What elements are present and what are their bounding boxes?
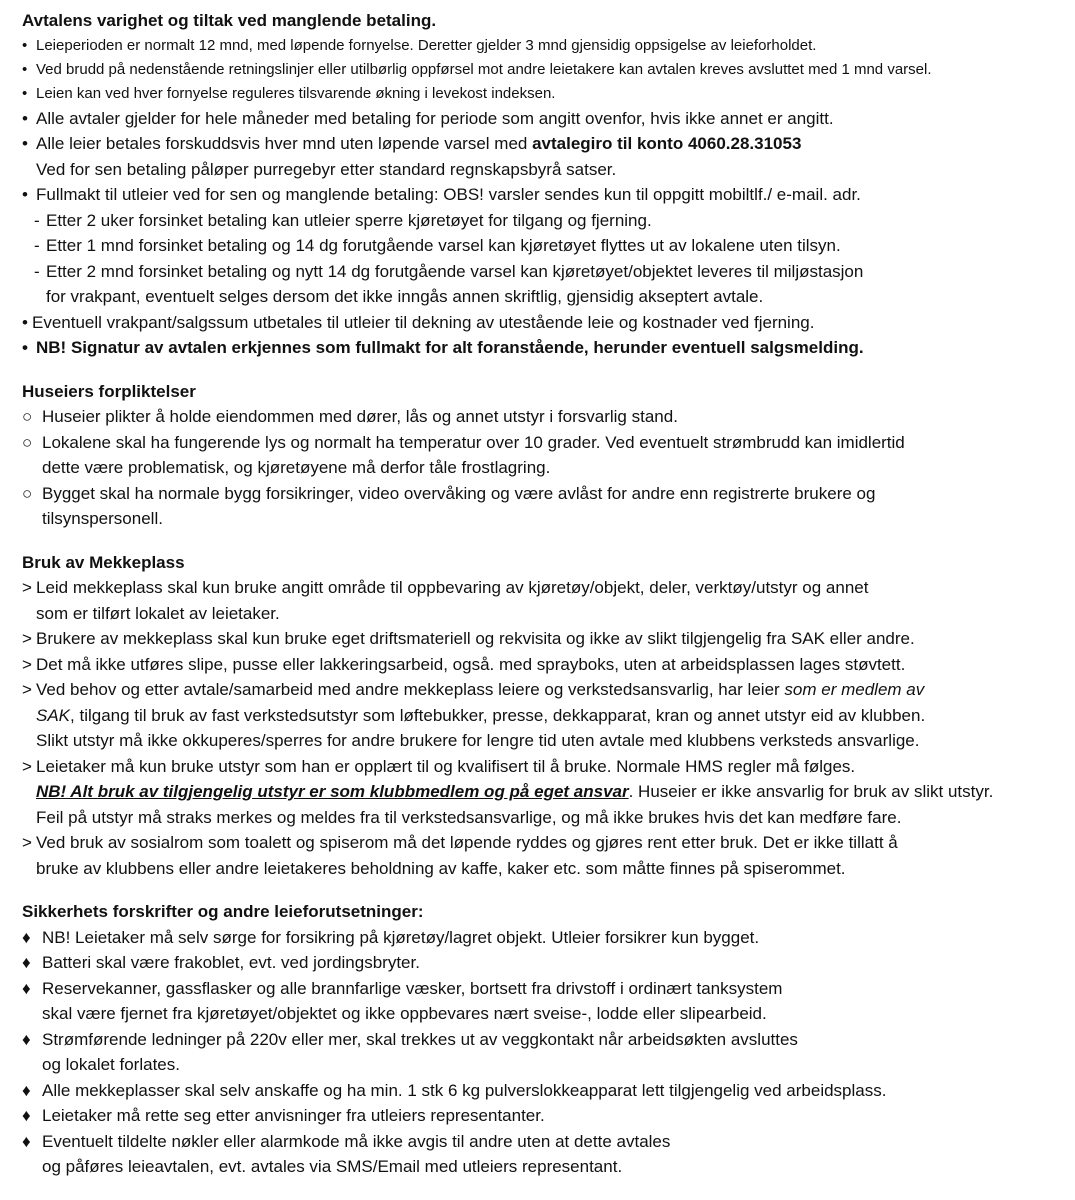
list-item bbox=[22, 1078, 1067, 1104]
list-item bbox=[22, 1027, 1067, 1078]
list-item-text-part: Reservekanner, gassflasker og alle brannfarlige væsker, bortsett fra drivstoff i ordinært tanksystem bbox=[42, 978, 783, 998]
list-item-continuation: Slikt utstyr må ikke okkuperes/sperres for andre brukere for lengre tid uten avtale med klubbens verksteds ansvarlige. bbox=[36, 731, 920, 750]
list-item bbox=[22, 754, 1067, 831]
list-item-text bbox=[36, 754, 1067, 831]
gt-marker: > bbox=[22, 629, 32, 648]
list-item-text: NB! Leietaker må selv sørge for forsikring på kjøretøy/lagret objekt. Utleier forsikrer kun bygget. bbox=[42, 927, 760, 947]
dash-marker: - bbox=[34, 261, 40, 281]
list-item-text bbox=[42, 976, 1067, 1027]
list-item-text-part: Ved behov og etter avtale/samarbeid med andre mekkeplass leiere og verkstedsansvarlig, har leier bbox=[36, 680, 785, 699]
list-item-text: Alle avtaler gjelder for hele måneder med betaling for periode som angitt ovenfor, hvis ikke annet er angitt. bbox=[36, 108, 834, 128]
list-item bbox=[22, 1103, 1067, 1129]
list-item-continuation: bruke av klubbens eller andre leietakeres beholdning av kaffe, kaker etc. som måtte finnes på spiserommet. bbox=[36, 858, 846, 878]
diamond-marker: ♦ bbox=[22, 927, 31, 947]
section-gap bbox=[22, 881, 1067, 899]
ring-marker: ○ bbox=[22, 483, 33, 503]
list-item bbox=[22, 481, 1067, 532]
bullet-marker: • bbox=[22, 338, 28, 357]
list-item-text bbox=[36, 830, 1067, 881]
dash-item-continuation: for vrakpant, eventuelt selges dersom det ikke inngås annen skriftlig, gjensidig akseptert avtale. bbox=[46, 287, 764, 306]
list-item-text-part: Alle leier betales forskuddsvis hver mnd uten løpende varsel med bbox=[36, 134, 533, 153]
list-item-text-part: Lokalene skal ha fungerende lys og normalt ha temperatur over 10 grader. Ved eventuelt strømbrudd kan imidlertid bbox=[42, 432, 905, 452]
list-item-text bbox=[36, 131, 1067, 182]
list-item bbox=[22, 575, 1067, 626]
list-item-continuation: tilsynspersonell. bbox=[42, 509, 163, 528]
section-gap bbox=[22, 361, 1067, 379]
list-item-text: Leieperioden er normalt 12 mnd, med løpende fornyelse. Deretter gjelder 3 mnd gjensidig oppsigelse av leieforholdet. bbox=[36, 36, 817, 54]
bullet-marker: • bbox=[22, 108, 28, 128]
list-item-continuation: og påføres leieavtalen, evt. avtales via SMS/Email med utleiers representant. bbox=[42, 1157, 623, 1176]
list-item-text: Batteri skal være frakoblet, evt. ved jordingsbryter. bbox=[42, 953, 420, 972]
list-item bbox=[22, 131, 1067, 182]
list-item bbox=[22, 335, 1067, 361]
dash-item-text: Etter 2 uker forsinket betaling kan utleier sperre kjøretøyet for tilgang og fjerning. bbox=[46, 210, 652, 230]
list-item-text: Alle mekkeplasser skal selv anskaffe og ha min. 1 stk 6 kg pulverslokkeapparat lett tilgjengelig ved arbeidsplass. bbox=[42, 1080, 887, 1100]
list-item-text-part: Ved bruk av sosialrom som toalett og spiserom må det løpende ryddes og gjøres rent etter bruk. Det er ikke tillatt å bbox=[36, 833, 898, 852]
signature-notice: NB! Signatur av avtalen erkjennes som fullmakt for alt foranstående, herunder eventuell salgsmelding. bbox=[36, 338, 864, 357]
list-item-text-part: Strømførende ledninger på 220v eller mer, skal trekkes ut av veggkontakt når arbeidsøkten avsluttes bbox=[42, 1029, 798, 1049]
list-item-text-part: Eventuelt tildelte nøkler eller alarmkode må ikke avgis til andre uten at dette avtales bbox=[42, 1131, 671, 1151]
list-item-text-part: . Huseier er ikke ansvarlig for bruk av slikt utstyr. bbox=[628, 782, 994, 801]
gt-marker: > bbox=[22, 756, 32, 776]
list-item-text bbox=[42, 1027, 1067, 1078]
section-gap bbox=[22, 532, 1067, 550]
list-item-text: Brukere av mekkeplass skal kun bruke eget driftsmateriell og rekvisita og ikke av slikt tilgjengelig fra SAK eller andre. bbox=[36, 629, 915, 648]
list-item-text bbox=[42, 1129, 1067, 1180]
list-item-continuation bbox=[36, 779, 1067, 805]
list-item bbox=[22, 404, 1067, 430]
list-item bbox=[22, 106, 1067, 132]
gt-marker: > bbox=[22, 833, 32, 852]
list-item bbox=[22, 34, 1067, 58]
list-item bbox=[22, 430, 1067, 481]
list-item-continuation: Ved for sen betaling påløper purregebyr etter standard regnskapsbyrå satser. bbox=[36, 159, 617, 179]
bullet-marker: • bbox=[22, 36, 28, 54]
list-item bbox=[22, 652, 1067, 678]
club-name: SAK bbox=[36, 705, 71, 725]
diamond-marker: ♦ bbox=[22, 1131, 31, 1151]
list-item-text: Huseier plikter å holde eiendommen med dører, lås og annet utstyr i forsvarlig stand. bbox=[42, 407, 678, 426]
list-item-text bbox=[42, 481, 1067, 532]
dash-item bbox=[22, 233, 1067, 259]
list-item-text bbox=[36, 575, 1067, 626]
diamond-marker: ♦ bbox=[22, 953, 31, 972]
gt-marker: > bbox=[22, 680, 32, 699]
account-number: avtalegiro til konto 4060.28.31053 bbox=[532, 134, 802, 153]
list-item-continuation bbox=[36, 703, 1067, 729]
list-item-text bbox=[42, 430, 1067, 481]
ring-marker: ○ bbox=[22, 432, 33, 452]
dash-item-text: Etter 1 mnd forsinket betaling og 14 dg forutgående varsel kan kjøretøyet flyttes ut av lokalene uten tilsyn. bbox=[46, 236, 841, 255]
list-item bbox=[22, 626, 1067, 652]
list-item-text: Det må ikke utføres slipe, pusse eller lakkeringsarbeid, også. med sprayboks, uten at arbeidsplassen lages støvtett. bbox=[36, 654, 906, 674]
document-page bbox=[22, 8, 1067, 1180]
gt-marker: > bbox=[22, 578, 32, 597]
section-title-owner: Huseiers forpliktelser bbox=[22, 381, 196, 401]
list-item-continuation: som er tilført lokalet av leietaker. bbox=[36, 603, 280, 623]
list-item bbox=[22, 830, 1067, 881]
responsibility-notice: NB! Alt bruk av tilgjengelig utstyr er som klubbmedlem og på eget ansvar bbox=[36, 782, 629, 801]
list-item bbox=[22, 182, 1067, 208]
list-item-text: Leietaker må rette seg etter anvisninger fra utleiers representanter. bbox=[42, 1106, 545, 1125]
dash-marker: - bbox=[34, 236, 40, 255]
dash-item bbox=[22, 259, 1067, 310]
diamond-marker: ♦ bbox=[22, 978, 31, 998]
list-item-continuation: og lokalet forlates. bbox=[42, 1055, 180, 1074]
section-title-safety: Sikkerhets forskrifter og andre leieforutsetninger: bbox=[22, 902, 424, 921]
section-title-use: Bruk av Mekkeplass bbox=[22, 552, 185, 572]
list-item bbox=[22, 58, 1067, 82]
dash-item bbox=[22, 208, 1067, 234]
gt-marker: > bbox=[22, 654, 32, 674]
list-item bbox=[22, 82, 1067, 106]
list-item-text-part: Leid mekkeplass skal kun bruke angitt område til oppbevaring av kjøretøy/objekt, deler, verktøy/utstyr og annet bbox=[36, 578, 869, 597]
ring-marker: ○ bbox=[22, 407, 33, 426]
bullet-marker: • bbox=[22, 134, 28, 153]
list-item bbox=[22, 950, 1067, 976]
bullet-marker: • bbox=[22, 60, 28, 78]
list-item-text-part: Leietaker må kun bruke utstyr som han er opplært til og kvalifisert til å bruke. Normale HMS regler må følges. bbox=[36, 756, 856, 776]
diamond-marker: ♦ bbox=[22, 1029, 31, 1049]
bullet-marker: • bbox=[22, 84, 28, 102]
list-item-continuation: Feil på utstyr må straks merkes og meldes fra til verkstedsansvarlige, og må ikke brukes hvis det kan medføre fare. bbox=[36, 807, 902, 827]
list-item-continuation: dette være problematisk, og kjøretøyene må derfor tåle frostlagring. bbox=[42, 458, 551, 477]
diamond-marker: ♦ bbox=[22, 1080, 31, 1100]
dash-item-text-part: Etter 2 mnd forsinket betaling og nytt 14 dg forutgående varsel kan kjøretøyet/objektet leveres til miljøstasjon bbox=[46, 261, 864, 281]
member-emphasis: som er medlem av bbox=[784, 680, 925, 699]
list-item-text: Ved brudd på nedenstående retningslinjer eller utilbørlig oppførsel mot andre leietakere kan avtalen kreves avsluttet med 1 mnd varsel. bbox=[36, 60, 932, 78]
diamond-marker: ♦ bbox=[22, 1106, 31, 1125]
list-item-text: Leien kan ved hver fornyelse reguleres tilsvarende økning i levekost indeksen. bbox=[36, 84, 556, 102]
list-item bbox=[22, 925, 1067, 951]
list-item bbox=[22, 976, 1067, 1027]
list-item-continuation: skal være fjernet fra kjøretøyet/objektet og ikke oppbevares nært sveise-, lodde eller slipearbeid. bbox=[42, 1004, 767, 1023]
list-item bbox=[22, 310, 1067, 336]
list-item bbox=[22, 677, 1067, 754]
list-item bbox=[22, 1129, 1067, 1180]
bullet-marker: • bbox=[22, 312, 28, 332]
dash-item-text bbox=[46, 259, 1067, 310]
list-item-text bbox=[36, 677, 1067, 754]
list-item-text: Eventuell vrakpant/salgssum utbetales til utleier til dekning av utestående leie og kostnader ved fjerning. bbox=[32, 312, 815, 332]
section-title-payment: Avtalens varighet og tiltak ved manglende betaling. bbox=[22, 11, 437, 30]
list-item-text: Fullmakt til utleier ved for sen og manglende betaling: OBS! varsler sendes kun til oppgitt mobiltlf./ e-mail. adr. bbox=[36, 185, 861, 204]
list-item-text-part: , tilgang til bruk av fast verkstedsutstyr som løftebukker, presse, dekkapparat, kran og annet utstyr eid av klubben. bbox=[70, 705, 926, 725]
list-item-text-part: Bygget skal ha normale bygg forsikringer, video overvåking og være avlåst for andre enn registrerte brukere og bbox=[42, 483, 876, 503]
dash-marker: - bbox=[34, 210, 40, 230]
bullet-marker: • bbox=[22, 185, 28, 204]
